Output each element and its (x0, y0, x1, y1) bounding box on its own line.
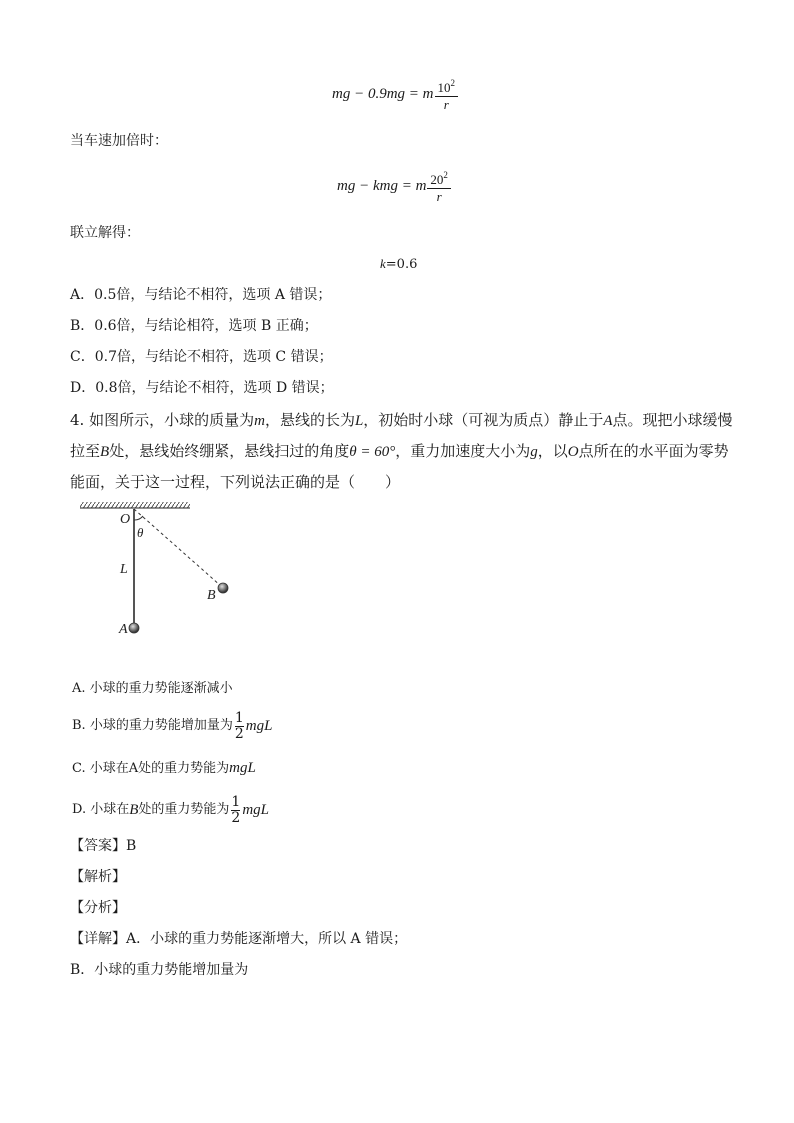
answer-line: 【答案】B (70, 838, 137, 854)
equation-2-lhs: mg − kmg = m (337, 177, 427, 194)
equation-1-num: 10 (437, 80, 451, 95)
equation-1 (332, 72, 458, 116)
label-b: B (207, 588, 216, 603)
speed-double-text: 当车速加倍时： (70, 133, 168, 149)
k-value: k=0.6 (380, 256, 418, 272)
ball-a (129, 623, 139, 633)
choice-b-fraction: 1 2 (234, 709, 244, 742)
choice-d: D. 小球在 B 处的重力势能为 1 2 mgL (72, 793, 270, 826)
analysis-heading: 【解析】 (70, 869, 126, 885)
fenxi-heading: 【分析】 (70, 900, 126, 916)
combine-text: 联立解得： (70, 225, 140, 241)
label-a: A (119, 622, 128, 637)
label-theta: θ (137, 525, 144, 540)
question-line-3: 能面，关于这一过程，下列说法正确的是（ ） (70, 473, 401, 491)
option-a-result: A．0.5倍，与结论不相符，选项 A 错误； (70, 287, 332, 303)
last-line: B．小球的重力势能增加量为 (70, 962, 249, 978)
label-o: O (120, 512, 131, 527)
ceiling-hatch (80, 502, 190, 508)
choice-d-fraction: 1 2 (231, 793, 241, 826)
angle-arc (134, 516, 143, 520)
equation-1-exp: 2 (450, 78, 455, 88)
equation-2-den: r (436, 189, 442, 204)
equation-2 (337, 164, 451, 208)
equation-1-lhs: mg − 0.9mg = m (332, 85, 434, 102)
question-line-2: 拉至B处，悬线始终绷紧，悬线扫过的角度θ = 60°，重力加速度大小为g，以O点所在的水平面为零势 (70, 442, 729, 460)
equation-1-den: r (443, 97, 449, 112)
option-b-result: B．0.6倍，与结论相符，选项 B 正确； (70, 318, 318, 334)
question-line-1: 4. 如图所示，小球的质量为m，悬线的长为L，初始时小球（可视为质点）静止于A点。现把小球缓慢 (70, 411, 733, 429)
equation-2-num: 20 (430, 172, 444, 187)
string-ob-dashed (134, 509, 221, 586)
option-d-result: D．0.8倍，与结论不相符，选项 D 错误； (70, 380, 334, 396)
choice-a: A. 小球的重力势能逐渐减小 (72, 681, 233, 696)
label-l: L (120, 562, 128, 577)
choice-c: C. 小球在A处的重力势能为mgL (72, 760, 256, 776)
choice-b: B. 小球的重力势能增加量为 1 2 mgL (72, 709, 273, 742)
equation-2-fraction (427, 167, 451, 205)
equation-2-exp: 2 (443, 170, 448, 180)
ball-b (218, 583, 228, 593)
pendulum-figure (70, 498, 270, 648)
detail-line: 【详解】A．小球的重力势能逐渐增大，所以 A 错误； (70, 931, 408, 947)
option-c-result: C．0.7倍，与结论不相符，选项 C 错误； (70, 349, 333, 365)
equation-1-fraction (435, 75, 459, 113)
